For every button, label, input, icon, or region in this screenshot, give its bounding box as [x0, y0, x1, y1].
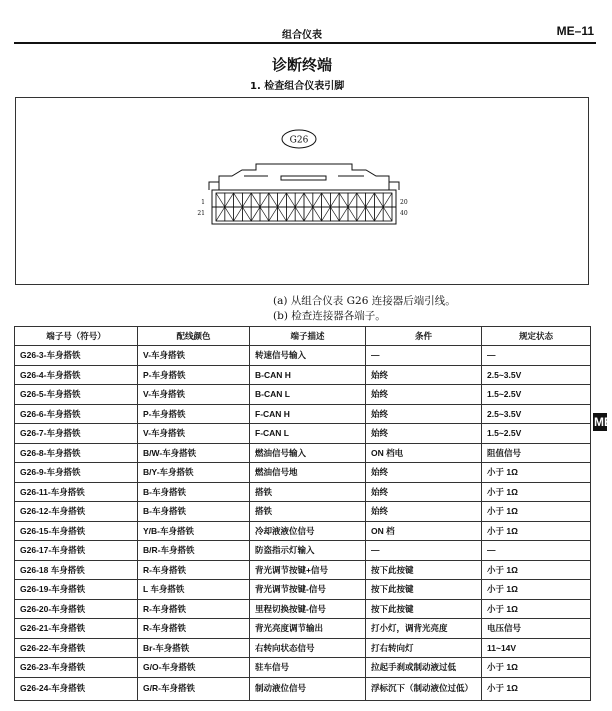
cell-terminal: G26-4-车身搭铁 [15, 365, 138, 385]
cell-terminal: G26-17-车身搭铁 [15, 541, 138, 561]
cell-condition: — [366, 346, 482, 366]
table-row [15, 443, 591, 463]
page-header-section: 组合仪表 [282, 30, 322, 41]
cell-wire-color: R-车身搭铁 [138, 619, 250, 639]
cell-description: 冷却液液位信号 [250, 521, 366, 541]
cell-wire-color: V-车身搭铁 [138, 424, 250, 444]
table-row [15, 424, 591, 444]
pin-grid [216, 193, 392, 221]
pin-hatch [242, 193, 251, 207]
pin-hatch [295, 193, 304, 207]
cell-description: 燃油信号地 [250, 463, 366, 483]
cell-spec: 小于 1Ω [482, 463, 591, 483]
table-row [15, 580, 591, 600]
cell-description: 里程切换按键-信号 [250, 599, 366, 619]
header-terminal: 端子号（符号） [15, 327, 138, 346]
pin-hatch [225, 193, 234, 207]
pin-hatch [313, 193, 322, 207]
cell-spec: 2.5~3.5V [482, 404, 591, 424]
pin-hatch [348, 193, 357, 207]
cell-spec: 小于 1Ω [482, 482, 591, 502]
cell-condition: 浮标沉下（制动液位过低） [366, 677, 482, 700]
table-row [15, 463, 591, 483]
cell-condition: 始终 [366, 482, 482, 502]
pin-hatch [234, 207, 243, 221]
pin-hatch [286, 207, 295, 221]
cell-spec: 11~14V [482, 638, 591, 658]
header-rule [14, 42, 596, 44]
cell-terminal: G26-20-车身搭铁 [15, 599, 138, 619]
connector-label: G26 [289, 135, 309, 146]
connector-diagram-box [15, 97, 589, 285]
cell-terminal: G26-5-车身搭铁 [15, 385, 138, 405]
pin-hatch [251, 193, 260, 207]
pin-hatch [295, 207, 304, 221]
cell-spec: 小于 1Ω [482, 677, 591, 700]
cell-description: 背光调节按键+信号 [250, 560, 366, 580]
cell-wire-color: Y/B-车身搭铁 [138, 521, 250, 541]
pin-hatch [330, 207, 339, 221]
pin-hatch [374, 193, 383, 207]
cell-wire-color: R-车身搭铁 [138, 560, 250, 580]
pin-hatch [278, 207, 287, 221]
cell-description: F-CAN L [250, 424, 366, 444]
header-description: 端子描述 [250, 327, 366, 346]
cell-spec: 小于 1Ω [482, 560, 591, 580]
header-wire-color: 配线颜色 [138, 327, 250, 346]
cell-condition: 始终 [366, 502, 482, 522]
pin-hatch [330, 193, 339, 207]
cell-terminal: G26-9-车身搭铁 [15, 463, 138, 483]
cell-terminal: G26-23-车身搭铁 [15, 658, 138, 678]
table-row [15, 541, 591, 561]
header-spec: 规定状态 [482, 327, 591, 346]
table-row [15, 638, 591, 658]
cell-condition: 打右转向灯 [366, 638, 482, 658]
cell-description: 背光调节按键-信号 [250, 580, 366, 600]
cell-condition: ON 档 [366, 521, 482, 541]
cell-description: F-CAN H [250, 404, 366, 424]
cell-wire-color: B/W-车身搭铁 [138, 443, 250, 463]
cell-condition: ON 档电 [366, 443, 482, 463]
pin-hatch [286, 193, 295, 207]
pin-hatch [313, 207, 322, 221]
cell-condition: — [366, 541, 482, 561]
table-row [15, 346, 591, 366]
cell-spec: 电压信号 [482, 619, 591, 639]
table-row [15, 385, 591, 405]
cell-description: 搭铁 [250, 482, 366, 502]
cell-wire-color: P-车身搭铁 [138, 365, 250, 385]
cell-spec: 小于 1Ω [482, 658, 591, 678]
table-row [15, 560, 591, 580]
table-row [15, 502, 591, 522]
cell-condition: 始终 [366, 385, 482, 405]
step-a: (a) 从组合仪表 G26 连接器后端引线。 [273, 295, 456, 307]
step-b: (b) 检查连接器各端子。 [273, 310, 386, 322]
cell-spec: 阻值信号 [482, 443, 591, 463]
section-subtitle: 1. 检查组合仪表引脚 [250, 81, 345, 92]
cell-description: B-CAN H [250, 365, 366, 385]
cell-wire-color: R-车身搭铁 [138, 599, 250, 619]
cell-terminal: G26-19-车身搭铁 [15, 580, 138, 600]
cell-wire-color: B/Y-车身搭铁 [138, 463, 250, 483]
pin-hatch [234, 193, 243, 207]
cell-terminal: G26-6-车身搭铁 [15, 404, 138, 424]
cell-spec: — [482, 541, 591, 561]
table-row [15, 404, 591, 424]
cell-description: 驻车信号 [250, 658, 366, 678]
pin-hatch [339, 207, 348, 221]
cell-wire-color: B-车身搭铁 [138, 482, 250, 502]
cell-condition: 始终 [366, 404, 482, 424]
cell-spec: 小于 1Ω [482, 521, 591, 541]
pin-hatch [304, 193, 313, 207]
cell-condition: 按下此按键 [366, 580, 482, 600]
pin-hatch [357, 207, 366, 221]
cell-description: B-CAN L [250, 385, 366, 405]
cell-spec: 2.5~3.5V [482, 365, 591, 385]
table-row [15, 658, 591, 678]
table-row [15, 599, 591, 619]
pin-hatch [260, 207, 269, 221]
cell-spec: 1.5~2.5V [482, 385, 591, 405]
pin-hatch [366, 193, 375, 207]
cell-description: 右转向状态信号 [250, 638, 366, 658]
pin-hatch [269, 193, 278, 207]
side-section-tab: ME [594, 415, 612, 429]
table-header-row [15, 327, 591, 346]
cell-wire-color: L 车身搭铁 [138, 580, 250, 600]
pin-hatch [383, 193, 392, 207]
pin-hatch [304, 207, 313, 221]
cell-terminal: G26-15-车身搭铁 [15, 521, 138, 541]
pin-hatch [216, 207, 225, 221]
table-row [15, 521, 591, 541]
pin-hatch [251, 207, 260, 221]
cell-terminal: G26-8-车身搭铁 [15, 443, 138, 463]
cell-condition: 按下此按键 [366, 560, 482, 580]
cell-condition: 始终 [366, 424, 482, 444]
cell-description: 燃油信号输入 [250, 443, 366, 463]
pin-hatch [366, 207, 375, 221]
page-title: 诊断终端 [271, 56, 332, 74]
cell-wire-color: G/R-车身搭铁 [138, 677, 250, 700]
header-condition: 条件 [366, 327, 482, 346]
cell-condition: 始终 [366, 365, 482, 385]
cell-terminal: G26-22-车身搭铁 [15, 638, 138, 658]
cell-terminal: G26-12-车身搭铁 [15, 502, 138, 522]
cell-spec: — [482, 346, 591, 366]
cell-terminal: G26-24-车身搭铁 [15, 677, 138, 700]
cell-condition: 拉起手刹或制动液过低 [366, 658, 482, 678]
pin-hatch [383, 207, 392, 221]
cell-terminal: G26-3-车身搭铁 [15, 346, 138, 366]
pin-hatch [322, 193, 331, 207]
pin-label-21: 21 [197, 210, 205, 217]
cell-spec: 小于 1Ω [482, 599, 591, 619]
cell-wire-color: V-车身搭铁 [138, 385, 250, 405]
cell-spec: 1.5~2.5V [482, 424, 591, 444]
cell-wire-color: B-车身搭铁 [138, 502, 250, 522]
cell-condition: 打小灯，调背光亮度 [366, 619, 482, 639]
cell-spec: 小于 1Ω [482, 502, 591, 522]
pin-hatch [242, 207, 251, 221]
cell-wire-color: Br-车身搭铁 [138, 638, 250, 658]
cell-terminal: G26-7-车身搭铁 [15, 424, 138, 444]
pin-hatch [374, 207, 383, 221]
cell-description: 制动液位信号 [250, 677, 366, 700]
connector-diagram [16, 98, 588, 284]
pin-hatch [348, 207, 357, 221]
cell-spec: 小于 1Ω [482, 580, 591, 600]
cell-condition: 始终 [366, 463, 482, 483]
pin-hatch [216, 193, 225, 207]
pin-hatch [357, 193, 366, 207]
pin-label-1: 1 [201, 199, 205, 206]
pin-hatch [339, 193, 348, 207]
cell-wire-color: P-车身搭铁 [138, 404, 250, 424]
cell-description: 背光亮度调节输出 [250, 619, 366, 639]
pin-hatch [269, 207, 278, 221]
cell-terminal: G26-11-车身搭铁 [15, 482, 138, 502]
pin-label-20: 20 [400, 199, 408, 206]
cell-wire-color: V-车身搭铁 [138, 346, 250, 366]
pin-hatch [225, 207, 234, 221]
pin-hatch [322, 207, 331, 221]
table-row [15, 365, 591, 385]
cell-wire-color: B/R-车身搭铁 [138, 541, 250, 561]
pin-label-40: 40 [400, 210, 408, 217]
cell-description: 转速信号输入 [250, 346, 366, 366]
cell-condition: 按下此按键 [366, 599, 482, 619]
table-row [15, 677, 591, 700]
cell-terminal: G26-18 车身搭铁 [15, 560, 138, 580]
cell-terminal: G26-21-车身搭铁 [15, 619, 138, 639]
cell-description: 防盗指示灯输入 [250, 541, 366, 561]
page-number: ME–11 [556, 24, 594, 38]
cell-description: 搭铁 [250, 502, 366, 522]
pin-hatch [278, 193, 287, 207]
terminal-spec-table [14, 326, 591, 701]
table-row [15, 482, 591, 502]
pin-hatch [260, 193, 269, 207]
cell-wire-color: G/O-车身搭铁 [138, 658, 250, 678]
table-row [15, 619, 591, 639]
